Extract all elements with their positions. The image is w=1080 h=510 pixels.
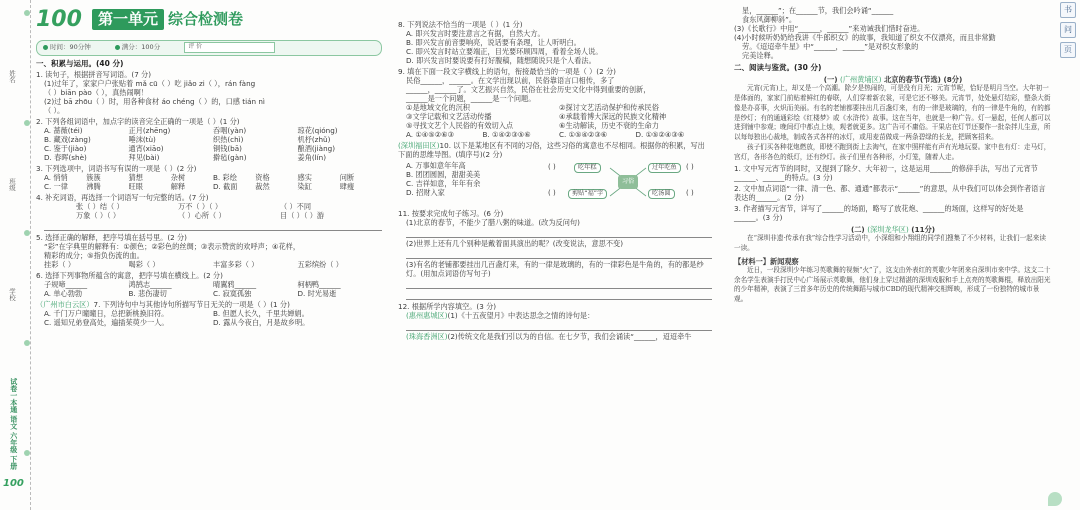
brand-strip: 试卷一本通 语文 六年级 下册 — [9, 378, 18, 470]
answer-blank[interactable]: 鸿鹄志______ — [128, 279, 172, 289]
passage-score: (8分) — [943, 75, 963, 85]
question-stem: 3. 下列选项中，词语书写有误的一项是（ ）(2 分) — [36, 163, 197, 173]
option-c[interactable]: C. 鉴于(jiào) — [44, 143, 87, 153]
region-tag: (深圳福田区) — [398, 141, 440, 150]
question-10 — [398, 141, 712, 207]
option-a: A. 单心勃勃 — [44, 288, 83, 298]
option-word: 问断 — [339, 172, 355, 182]
option-d[interactable]: D. 春晖(shè) — [44, 152, 87, 162]
option-b[interactable]: B. 藏戏(zàng) — [44, 134, 91, 144]
sentence-option: ②探讨文艺活动保护和传承民俗 — [559, 103, 659, 112]
book-icon[interactable]: 书 — [1060, 2, 1076, 18]
question-2 — [36, 117, 382, 162]
side-toolbar — [1060, 2, 1076, 62]
full-score: 满分：100分 — [121, 43, 161, 52]
page-icon[interactable]: 页 — [1060, 42, 1076, 58]
option-d[interactable]: D. 截面 — [213, 181, 238, 191]
question-8 — [398, 20, 712, 65]
exam-title: 综合检测卷 — [167, 10, 243, 29]
section-heading: 一、积累与运用。(40 分) — [36, 58, 124, 68]
answer-blank[interactable]: 子规啼______ — [44, 279, 88, 289]
passage-line: 民俗______，______。在文学出现以前，民俗靠语言口相传，多了 — [406, 76, 615, 85]
option-word: 机杼(zhǔ) — [297, 134, 331, 144]
meaning-item: B. 团团圆圆，甜甜美美 — [406, 170, 481, 179]
meaning-item: A. 万事如意年年高 — [406, 161, 466, 170]
idiom-blank[interactable]: 万象（ ）（ ） — [76, 210, 121, 220]
meaning-item: D. 招财入家 — [406, 188, 445, 197]
option-b: B. 悲伤凄切 — [128, 288, 167, 298]
option-word: 感实 — [297, 172, 312, 182]
answer-row — [36, 280, 382, 289]
passage-paragraph: 元宵(元宵)上，却又是一个高潮。除夕是热闹的，可是没有月光；元宵节呢，恰好是明月当空。大年初一是体面的，家家门前贴着鲜红的春联，人们穿着新衣裳，可是它还不够美。元宵节，处处悬灯结彩，整条大街像是办喜事，火炽而美丽。有名的老铺都要挂出几百盏灯来，有的一律是玻璃的，有的一律是牛角的，有的都是纱灯；有的通通彩绘《红楼梦》或《水浒传》故事。这在当年，也就是一种广告。灯一悬起，任何人都可以进到铺中参观；晚间灯中都点上烛，观者就更多。这广告可不庸俗。干果店在灯节还要作一批杂拌儿生意，所以每每独出心裁地，制成各式各样的冰灯，或用麦苗做成一两条碧绿的长龙，把顾客招来。 — [734, 84, 1051, 142]
option-word: 簇簇 — [86, 172, 101, 182]
brand-logo: 100 — [36, 7, 82, 32]
idiom-row — [36, 202, 382, 211]
passage-line: ______是一个问题，______是一个问题。 — [406, 94, 536, 103]
region-tag: (广州黄埔区) — [840, 75, 882, 85]
option-row — [398, 112, 712, 121]
option-c[interactable]: C. 即兴发言时站立要端正，目光要环顾四周，看着全场人说。 — [406, 47, 603, 56]
option-row — [398, 103, 712, 112]
option-b[interactable]: B. ①④②③⑤⑥ — [482, 130, 531, 139]
option-row — [36, 144, 382, 153]
idiom-blank[interactable]: （ ）不同 — [280, 201, 312, 211]
option-row — [36, 318, 382, 327]
option-row — [36, 173, 382, 182]
question-icon[interactable]: 问 — [1060, 22, 1076, 38]
option-word: 吞咽(yàn) — [213, 125, 247, 135]
fill-task-text: (2)传统文化是我们引以为的自信。在七夕节，我们会诵读“______，迢迢牵牛 — [447, 332, 692, 341]
time-limit: 时间：90分钟 — [50, 43, 91, 52]
answer-line[interactable] — [406, 290, 712, 300]
option-d[interactable]: D. ①⑤②④③⑥ — [635, 130, 685, 139]
evaluation-box[interactable]: 评 价 — [184, 42, 275, 53]
answer-line[interactable] — [44, 221, 382, 231]
question-stem: 6. 选择下列事物所蕴含的寓意，把序号填在横线上。(2 分) — [36, 270, 223, 280]
question-stem — [398, 141, 712, 159]
option-c[interactable]: C. 一律 — [44, 181, 68, 191]
option-d[interactable]: D. 露从今夜白，月是故乡明。 — [213, 317, 310, 327]
meaning-item: C. 吉祥如意，年年有余 — [406, 179, 481, 188]
answer-blank[interactable]: 晴翼鸦______ — [213, 279, 257, 289]
passage-line: ______，______了。文艺振兴自然，民俗在社会历史文化中得到重要的创新， — [406, 85, 651, 94]
question-stem-text: 7. 下列诗句中与其他诗句所描写节日无关的一项是（ ）(1 分) — [93, 299, 290, 309]
passage-score: (11分) — [911, 225, 936, 235]
option-word: 沸腾 — [86, 181, 101, 191]
sentence-task: (2)世界上还有几个别种是戴着面具演出的呢？(改变说法，意思不变) — [406, 239, 624, 248]
fill-continuation: 食东风御柳斜”。 — [742, 15, 797, 24]
answer-line[interactable] — [406, 321, 712, 331]
mind-map-center: 习俗 — [618, 175, 638, 189]
reading-question-3[interactable]: 3. 作者描写元宵节，详写了______的场面，略写了放花炮、______的场面，这样写的好处是______。(3 分) — [734, 204, 1024, 223]
sentence-task: (1)北京的春节，不能少了腊八粥的味道。(改为反问句) — [406, 218, 580, 227]
option-b[interactable]: B. 但愿人长久，千里共婵娟。 — [213, 308, 309, 318]
answer-blank[interactable]: 丰富多彩（ ） — [213, 259, 259, 269]
option-d[interactable]: D. 即兴发言时要说要有打好腹稿，随想随说只是个人看法。 — [406, 56, 596, 65]
option-word: 酿酒(jiàng) — [297, 143, 335, 153]
question-text: “彩”在字典里的解释有：①颜色；②彩色的丝绸；③表示赞赏的欢呼声；④花样， — [44, 241, 301, 251]
option-row — [398, 121, 712, 130]
answer-paren[interactable]: ( ) — [686, 189, 694, 197]
fill-task — [398, 311, 712, 320]
option-c: C. 寂寞孤独 — [213, 288, 252, 298]
idiom-blank[interactable]: 万不（ ）（ ） — [178, 201, 223, 211]
question-line[interactable]: （ ）。 — [44, 105, 65, 115]
left-content — [36, 6, 382, 327]
question-stem: 11. 按要求完成句子练习。(6 分) — [398, 209, 504, 218]
fill-task-text: (1)《十五夜望月》中表达思念之情的诗句是： — [447, 311, 595, 320]
answer-paren[interactable]: ( ) — [548, 189, 556, 197]
question-4 — [36, 193, 382, 231]
option-c[interactable]: C. 遥知兄弟登高处，遍插茱萸少一人。 — [44, 317, 169, 327]
question-stem: 4. 补充词语，再选择一个词语写一句完整的话。(7 分) — [36, 192, 209, 202]
option-word: 猜想 — [128, 172, 143, 182]
question-stem — [36, 300, 382, 309]
answer-row — [36, 260, 382, 269]
binding-hole — [24, 10, 30, 16]
question-12 — [398, 302, 712, 341]
region-tag: (深圳龙华区) — [867, 225, 909, 235]
binding-hole — [24, 340, 30, 346]
sentence-task: (3)有名的老铺都要挂出几百盏灯来，有的一律是玻璃的，有的一律彩色是牛角的，有的都是纱灯。(用加点词语仿写句子) — [406, 260, 704, 278]
option-b[interactable]: B. 即兴发言前音要响亮，说话要有条理，让人听明白。 — [406, 38, 581, 47]
passage-name: 北京的春节(节选) — [884, 75, 941, 85]
idiom-blank[interactable]: （ ）心所（ ） — [178, 210, 226, 220]
sentence-option: ⑥生动解读，历史不衰的生命力 — [559, 121, 659, 130]
question-5 — [36, 233, 382, 269]
material-title: 【材料一】新闻观察 — [734, 256, 799, 266]
right-content — [734, 6, 1052, 305]
leaf-icon — [1048, 492, 1062, 506]
answer-blank[interactable]: 五彩缤纷（ ） — [297, 259, 343, 269]
answer-paren[interactable]: ( ) — [548, 163, 556, 171]
option-word: 琼花(qióng) — [297, 125, 338, 135]
question-stem: 5. 选择正确的解释，把序号填在括号里。(2 分) — [36, 232, 187, 242]
region-tag: (珠海香洲区) — [406, 332, 448, 341]
question-stem: 8. 下列说法不恰当的一项是（ ）(1 分) — [398, 20, 523, 29]
sentence-option: ④承载着博大深远的民族文化精神 — [559, 112, 667, 121]
answer-paren[interactable]: ( ) — [686, 163, 694, 171]
question-line[interactable]: (2)过 bā zhōu（ ）时，用各种食材 áo chéng（ ）的，口感 tián nì — [44, 96, 265, 106]
sentence-option: ①是地域文化的沉积 — [406, 103, 470, 112]
class-label: 班级 — [8, 178, 16, 191]
option-d: D. 时光易逝 — [297, 288, 337, 298]
question-line[interactable]: (1)过年了，家家户户张贴着 mǎ cū（ ）吃 jiǎo zi（ ），rán fàng — [44, 78, 256, 88]
fill-task[interactable]: (3)《长歌行》中用“______，______”来劝诫我们惜时奋进。 — [734, 24, 925, 33]
option-word: 通宵(xiāo) — [128, 143, 164, 153]
option-word: 杂树 — [170, 172, 186, 182]
option-word: 姜角(lín) — [297, 152, 327, 162]
idiom-blank[interactable]: 目（ ）（ ）游 — [280, 210, 325, 220]
binding-hole — [24, 120, 30, 126]
option-a[interactable]: A. 蔷薇(téi) — [44, 125, 83, 135]
passage-intro: 在“深圳非遗·传承有我”综合性学习活动中，小深组和小翔组的同学们搜集了不少材料，让我们一起来读一读。 — [734, 234, 1046, 253]
fill-task — [398, 332, 712, 341]
question-7 — [36, 300, 382, 327]
question-stem: 1. 读句子，根据拼音写词语。(7 分) — [36, 69, 152, 79]
fill-continuation: 完美诠释。 — [742, 51, 778, 60]
option-a[interactable]: A. 即兴发言时要注意言之有据，自然大方。 — [406, 29, 545, 38]
question-3 — [36, 164, 382, 191]
fill-continuation[interactable]: 星，______”；在______节，我们会吟诵“______ — [742, 6, 894, 15]
exam-info-bar — [36, 40, 382, 56]
option-row — [36, 153, 382, 162]
fill-task: (4)小时候听奶奶给我讲《牛郎织女》的故事，我知道了织女不仅漂亮，而且非常勤 — [734, 33, 996, 42]
answer-line[interactable] — [406, 249, 712, 259]
option-word: 裁然 — [255, 181, 270, 191]
option-row — [36, 135, 382, 144]
region-tag: (惠州惠城区) — [406, 311, 448, 320]
clock-icon — [43, 45, 48, 50]
idiom-blank[interactable]: 张（ ）结（ ） — [76, 201, 124, 211]
exam-header — [36, 6, 382, 34]
question-9 — [398, 67, 712, 139]
name-label: 姓名 — [8, 70, 16, 83]
sentence-option: ⑤寻找文艺个人民俗的有效切入点 — [406, 121, 514, 130]
middle-page — [390, 0, 721, 510]
option-a[interactable]: A. ①④⑤②⑥③ — [406, 130, 455, 139]
fill-continuation[interactable]: 劳。《迢迢牵牛星》中“______，______”是对织女形象的 — [742, 42, 919, 51]
option-a[interactable]: A. 千门万户曈曈日，总把新桃换旧符。 — [44, 308, 169, 318]
option-row — [36, 289, 382, 298]
unit-badge: 第一单元 — [92, 9, 164, 30]
question-6 — [36, 271, 382, 298]
question-1 — [36, 70, 382, 115]
option-word: 织热(chì) — [213, 134, 244, 144]
node-fu-character: 剪贴“福”字 — [568, 189, 607, 199]
node-tangyuan: 吃汤圆 — [648, 189, 675, 199]
binding-margin — [0, 0, 31, 510]
option-word: 唾沫(tù) — [128, 134, 156, 144]
strip-logo: 100 — [3, 478, 24, 489]
option-word: 拜见(bài) — [128, 152, 160, 162]
question-stem: 9. 填在下面一段文字横线上的语句，衔接最恰当的一项是（ ）(2 分) — [398, 67, 616, 76]
sentence-option: ③文学记载和文艺活动传播 — [406, 112, 492, 121]
option-word: 铜钱(bā) — [213, 143, 242, 153]
meaning-list — [406, 161, 526, 197]
option-row — [36, 126, 382, 135]
reading-question-1[interactable]: 1. 文中写元宵节的同时，又提到了除夕、大年初一，这是运用______的修辞手法，写出了元宵节______、______的特点。(3 分) — [734, 164, 1038, 183]
left-page — [0, 0, 391, 510]
region-tag: （广州市白云区） — [36, 299, 94, 309]
question-stem-text: 10. 以下是某地区有不同的习俗，这些习俗的寓意也不尽相同。根据你的积累，写出下面的思维导图。(填序号)(2 分) — [398, 141, 705, 159]
right-page — [720, 0, 1080, 510]
material-text: 近日，一段深圳少年练习英歌舞的视频“火”了，这支由外表红的英歌少年团来自深圳市来中学。这支二十余名学生表演手打民中心广场展示英歌舞，他们身上穿过精湛的深圳戏服和手上点亮的英歌舞棍，释放出阳光的少年精神，表演了三首多年历史的传统舞蹈与城市CBD的现代精神交相辉映，形成了一份独特的城市景观。 — [734, 265, 1051, 304]
option-word: 擀毡(gàn) — [213, 152, 247, 162]
section-heading: 二、阅读与鉴赏。(30 分) — [734, 63, 822, 72]
option-word: 染缸 — [297, 181, 312, 191]
answer-blank[interactable]: 喝彩（ ） — [128, 259, 160, 269]
answer-blank[interactable]: 柯柄鸭______ — [297, 279, 341, 289]
question-stem: 2. 下列各组词语中，加点字的读音完全正确的一项是（ ）(1 分) — [36, 116, 240, 126]
score-icon — [115, 45, 120, 50]
school-label: 学校 — [8, 288, 16, 301]
option-word: 资格 — [255, 172, 270, 182]
option-b[interactable]: B. 彩绘 — [213, 172, 237, 182]
mind-map — [548, 159, 708, 205]
binding-hole — [24, 450, 30, 456]
option-word: 旺眼 — [128, 181, 143, 191]
option-word: 肆瘦 — [339, 181, 355, 191]
passage-number: (二) — [850, 225, 865, 235]
option-row — [36, 182, 382, 191]
reading-question-2[interactable]: 2. 文中加点词语“一律、清一色、都、通通”都表示“______”的意思，从中我们可以体会到作者语言表达的______。(2 分) — [734, 184, 1046, 203]
question-11 — [398, 209, 712, 300]
question-stem: 12. 根据所学内容填空。(3 分) — [398, 302, 497, 311]
idiom-row — [36, 211, 382, 220]
binding-hole — [24, 230, 30, 236]
answer-line[interactable] — [406, 279, 712, 289]
question-text: 精彩的成分；⑤指负伤流的血。 — [44, 250, 144, 260]
question-line[interactable]: （ ）biān pào（ ），真热闹啊！ — [44, 87, 149, 97]
option-word: 正月(zhēng) — [128, 125, 171, 135]
option-c[interactable]: C. ①⑤④②③⑥ — [559, 130, 608, 139]
middle-content — [398, 18, 712, 341]
answer-blank[interactable]: 挂彩（ ） — [44, 259, 76, 269]
passage-paragraph: 孩子们买各种花炮燃放，即使不跑到街上去淘气，在家中照样能有声有光地玩耍。家中也有灯：走马灯，宫灯，各形各色的纸灯，还有纱灯。孩子们里有各种形，小灯笼，随着人走。 — [734, 142, 1051, 161]
node-rice-cake: 吃年糕 — [574, 163, 601, 173]
option-word: 解释 — [170, 181, 186, 191]
option-row — [36, 309, 382, 318]
node-fish: 过年吃鱼 — [648, 163, 681, 173]
answer-line[interactable] — [406, 228, 712, 238]
option-a[interactable]: A. 悄悄 — [44, 172, 68, 182]
passage-number: (一) — [823, 75, 838, 85]
choice-row — [398, 130, 712, 139]
